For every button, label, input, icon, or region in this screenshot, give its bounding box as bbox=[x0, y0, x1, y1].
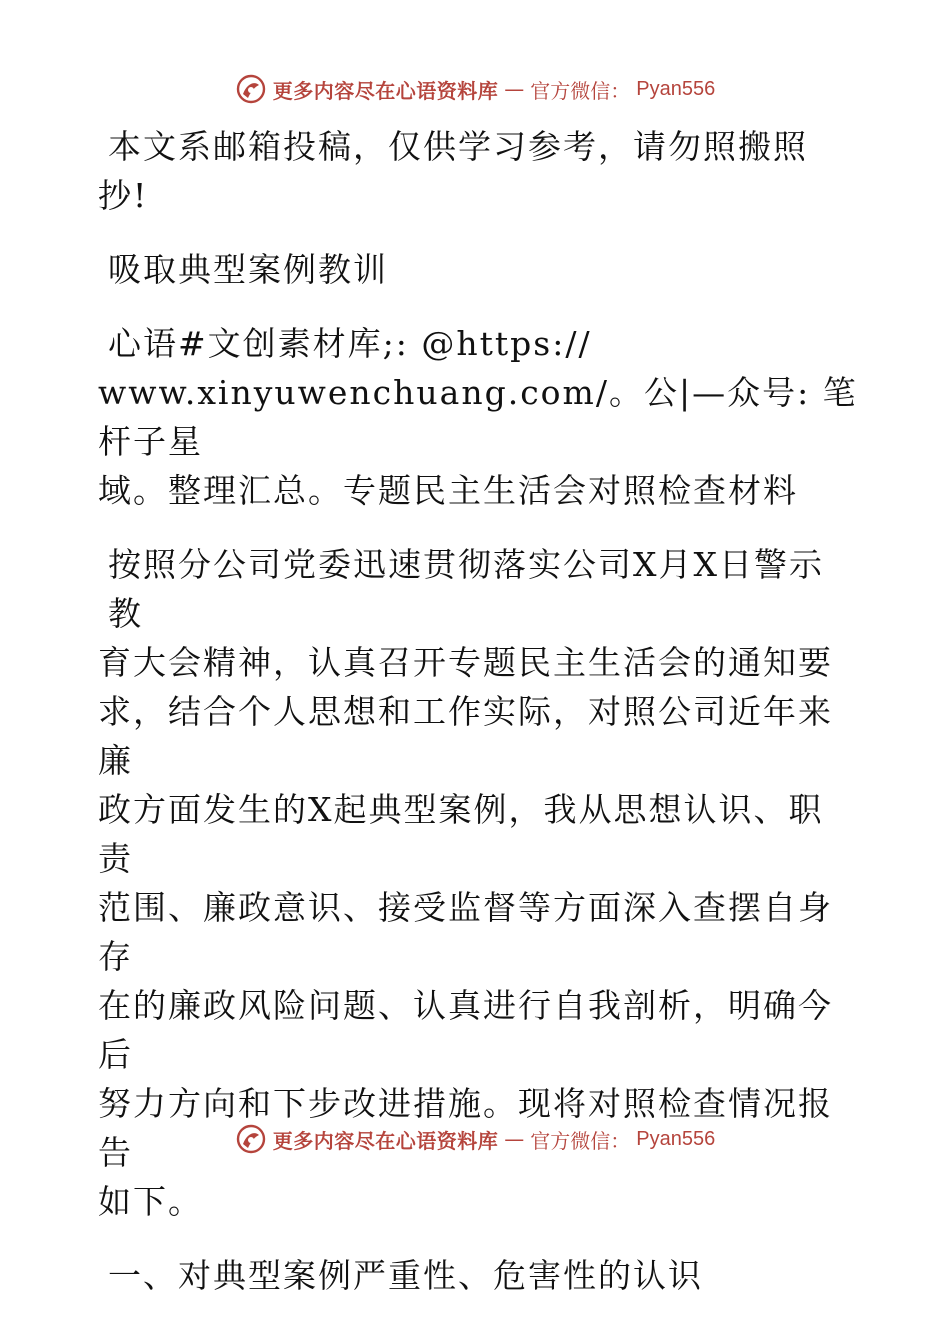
notice-paragraph bbox=[98, 122, 858, 220]
body-line: 求，结合个人思想和工作实际，对照公司近年来廉 bbox=[98, 692, 833, 780]
body-line: 在的廉政风险问题、认真进行自我剖析，明确今后 bbox=[98, 986, 833, 1074]
brand-text: 更多内容尽在心语资料库 bbox=[272, 78, 499, 103]
section-heading bbox=[98, 1251, 858, 1300]
ribbon-logo-icon bbox=[235, 1123, 267, 1155]
wechat-label: 官方微信： bbox=[530, 78, 631, 103]
body-line: 政方面发生的X起典型案例，我从思想认识、职责 bbox=[98, 790, 824, 878]
ribbon-logo-icon bbox=[235, 73, 267, 105]
title-text: 吸取典型案例教训 bbox=[108, 250, 388, 289]
body-line: 范围、廉政意识、接受监督等方面深入查摆自身存 bbox=[98, 888, 833, 976]
section-heading-text: 一、对典型案例严重性、危害性的认识 bbox=[108, 1256, 703, 1295]
source-paragraph bbox=[98, 319, 858, 515]
source-line: www.xinyuwenchuang.com/。公|—众号: 笔杆子星 bbox=[98, 373, 858, 461]
body-line: 努力方向和下步改进措施。现将对照检查情况报告 bbox=[98, 1084, 833, 1172]
wechat-id: Pyan556 bbox=[636, 77, 716, 100]
source-line: 域。整理汇总。专题民主生活会对照检查材料 bbox=[98, 471, 798, 510]
document-title bbox=[98, 245, 858, 294]
notice-line: 本文系邮箱投稿，仅供学习参考，请勿照搬照 bbox=[108, 127, 808, 166]
wechat-label: 官方微信： bbox=[530, 1128, 631, 1153]
body-line: 按照分公司党委迅速贯彻落实公司X月X日警示教 bbox=[108, 545, 824, 633]
separator-dash: — bbox=[504, 77, 525, 101]
body-line: 如下。 bbox=[98, 1182, 203, 1221]
separator-dash: — bbox=[504, 1127, 525, 1151]
brand-text: 更多内容尽在心语资料库 bbox=[272, 1128, 499, 1153]
body-line: 育大会精神，认真召开专题民主生活会的通知要 bbox=[98, 643, 833, 682]
source-line: 心语#文创素材库;: @https:// bbox=[108, 324, 592, 363]
header-banner bbox=[0, 72, 950, 106]
footer-banner bbox=[0, 1122, 950, 1156]
notice-line: 抄! bbox=[98, 176, 149, 215]
wechat-id: Pyan556 bbox=[636, 1127, 716, 1150]
